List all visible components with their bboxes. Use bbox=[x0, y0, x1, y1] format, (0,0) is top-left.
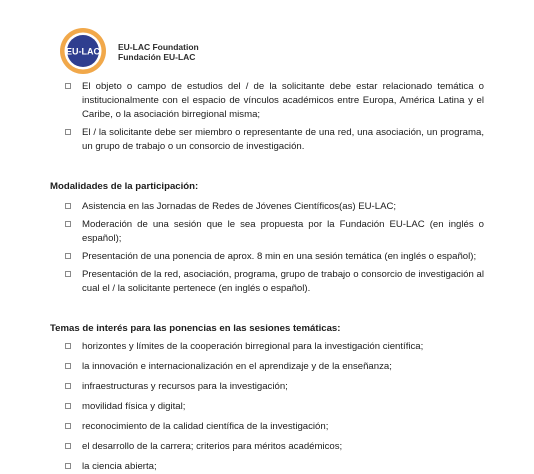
document-body bbox=[50, 80, 484, 474]
list-item bbox=[50, 360, 484, 374]
organization-name bbox=[118, 42, 199, 62]
section-title-temas: Temas de interés para las ponencias en las sesiones temáticas: bbox=[50, 323, 341, 334]
list-item bbox=[50, 420, 484, 434]
list-item bbox=[50, 126, 484, 154]
list-item bbox=[50, 218, 484, 246]
modalidad-text: Presentación de la red, asociación, programa, grupo de trabajo o consorcio de investigación al cual el / la solicitante pertenece (en inglés o español). bbox=[82, 269, 484, 294]
checkbox-bullet-icon bbox=[65, 271, 71, 277]
eu-lac-logo bbox=[58, 26, 108, 76]
checkbox-bullet-icon bbox=[65, 253, 71, 259]
tema-text: el desarrollo de la carrera; criterios para méritos académicos; bbox=[82, 441, 343, 452]
list-item bbox=[50, 80, 484, 122]
criteria-text: El / la solicitante debe ser miembro o representante de una red, una asociación, un programa, un grupo de trabajo o un consorcio de investigación. bbox=[82, 127, 484, 152]
modalidad-text: Moderación de una sesión que le sea propuesta por la Fundación EU-LAC (en inglés o español); bbox=[82, 219, 484, 244]
org-name-spanish: Fundación EU-LAC bbox=[118, 52, 196, 62]
list-item bbox=[50, 250, 484, 264]
list-item bbox=[50, 268, 484, 296]
logo-text: EU-LAC bbox=[66, 46, 100, 57]
modalidad-text: Asistencia en las Jornadas de Redes de Jóvenes Científicos(as) EU-LAC; bbox=[82, 201, 397, 212]
checkbox-bullet-icon bbox=[65, 463, 71, 469]
checkbox-bullet-icon bbox=[65, 83, 71, 89]
tema-text: la ciencia abierta; bbox=[82, 461, 157, 472]
tema-text: la innovación e internacionalización en el aprendizaje y de la enseñanza; bbox=[82, 361, 392, 372]
list-item bbox=[50, 340, 484, 354]
checkbox-bullet-icon bbox=[65, 221, 71, 227]
list-item bbox=[50, 400, 484, 414]
checkbox-bullet-icon bbox=[65, 343, 71, 349]
checkbox-bullet-icon bbox=[65, 129, 71, 135]
checkbox-bullet-icon bbox=[65, 403, 71, 409]
list-item bbox=[50, 460, 484, 474]
tema-text: reconocimiento de la calidad científica de la investigación; bbox=[82, 421, 329, 432]
tema-text: infraestructuras y recursos para la investigación; bbox=[82, 381, 288, 392]
list-item bbox=[50, 440, 484, 454]
list-item bbox=[50, 380, 484, 394]
checkbox-bullet-icon bbox=[65, 383, 71, 389]
modalidad-text: Presentación de una ponencia de aprox. 8 min en una sesión temática (en inglés o español); bbox=[82, 251, 477, 262]
checkbox-bullet-icon bbox=[65, 423, 71, 429]
checkbox-bullet-icon bbox=[65, 443, 71, 449]
tema-text: movilidad física y digital; bbox=[82, 401, 186, 412]
checkbox-bullet-icon bbox=[65, 203, 71, 209]
list-item bbox=[50, 200, 484, 214]
criteria-text: El objeto o campo de estudios del / de la solicitante debe estar relacionado temática o institucionalmente con el espacio de vínculos académicos entre Europa, América Latina y el Caribe, o la asociación birregional misma; bbox=[82, 81, 484, 120]
section-title-modalidades: Modalidades de la participación: bbox=[50, 181, 199, 192]
tema-text: horizontes y límites de la cooperación birregional para la investigación científica; bbox=[82, 341, 424, 352]
org-name-english: EU-LAC Foundation bbox=[118, 42, 199, 52]
checkbox-bullet-icon bbox=[65, 363, 71, 369]
